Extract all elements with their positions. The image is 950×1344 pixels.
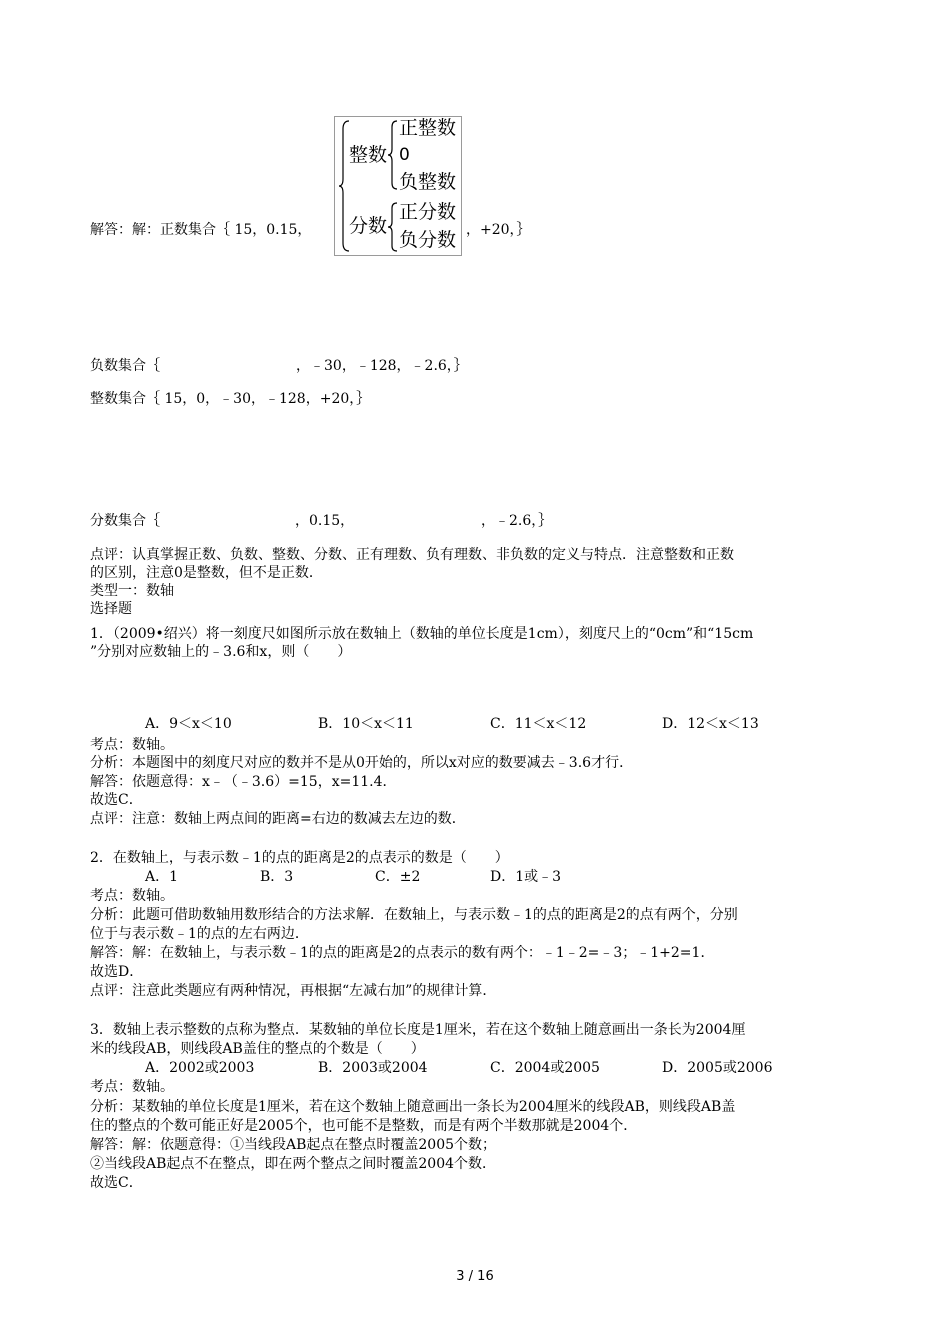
q2-choose: 故选D． — [90, 964, 144, 980]
q2-option-b: B．3 — [260, 869, 294, 885]
q2-option-d: D．1或﹣3 — [490, 869, 562, 885]
negative-integer-label: 负整数 — [399, 171, 457, 193]
q1-comment: 点评：注意：数轴上两点间的距离=右边的数减去左边的数． — [90, 811, 466, 827]
q2-solution: 解答：解：在数轴上，与表示数﹣1的点的距离是2的点表示的数有两个：﹣1﹣2=﹣3；﹣1+2=1． — [90, 945, 715, 961]
section-type: 类型一：数轴 — [90, 583, 174, 599]
fraction-set-mid: ，0.15， — [295, 513, 355, 529]
q1-line2: ”分别对应数轴上的﹣3.6和x，则（ ） — [90, 644, 352, 660]
q1-option-d: D．12＜x＜13 — [662, 716, 759, 732]
q3-option-d: D．2005或2006 — [662, 1060, 773, 1076]
q1-option-a: A．9＜x＜10 — [145, 716, 232, 732]
q2-analysis-line2: 位于与表示数﹣1的点的左右两边． — [90, 926, 309, 942]
q2-analysis-line1: 分析：此题可借助数轴用数形结合的方法求解．在数轴上，与表示数﹣1的点的距离是2的点有两个，分别 — [90, 907, 738, 923]
q3-option-b: B．2003或2004 — [318, 1060, 428, 1076]
q1-choose: 故选C． — [90, 792, 143, 808]
fraction-label: 分数 — [349, 215, 388, 237]
q1-options — [0, 715, 950, 733]
comment0-line2: 的区别，注意0是整数，但不是正数． — [90, 565, 323, 581]
q3-line2: 米的线段AB，则线段AB盖住的整点的个数是（ ） — [90, 1041, 425, 1057]
fraction-set-label: 分数集合｛ — [90, 513, 160, 529]
positive-fraction-label: 正分数 — [399, 201, 457, 223]
fraction-brace-icon — [387, 201, 399, 253]
section-choice: 选择题 — [90, 601, 132, 617]
answer-positive-prefix: 解答：解：正数集合｛ 15，0.15， — [90, 222, 312, 238]
q2-option-a: A．1 — [145, 869, 179, 885]
negative-set-label: 负数集合｛ — [90, 358, 160, 374]
q3-choose: 故选C． — [90, 1175, 143, 1191]
q3-line1: 3．数轴上表示整数的点称为整点．某数轴的单位长度是1厘米，若在这个数轴上随意画出一条长为2004厘 — [90, 1022, 746, 1038]
negative-set-values: ，﹣30，﹣128，﹣2.6，｝ — [296, 358, 468, 374]
q3-analysis-line2: 住的整点的个数可能正好是2005个，也可能不是整数，而是有两个半数那就是2004个． — [90, 1118, 638, 1134]
q1-line1: 1．（2009•绍兴）将一刻度尺如图所示放在数轴上（数轴的单位长度是1cm），刻度尺上的“0cm”和“15cm — [90, 626, 754, 642]
fraction-set-end: ，﹣2.6，｝ — [481, 513, 553, 529]
q1-option-c: C．11＜x＜12 — [490, 716, 587, 732]
number-classification-diagram — [334, 116, 462, 256]
q2-line1: 2．在数轴上，与表示数﹣1的点的距离是2的点表示的数是（ ） — [90, 850, 509, 866]
q2-comment: 点评：注意此类题应有两种情况，再根据“左减右加”的规律计算． — [90, 983, 497, 999]
positive-integer-label: 正整数 — [399, 117, 457, 139]
q3-option-c: C．2004或2005 — [490, 1060, 600, 1076]
q1-solution: 解答：依题意得：x﹣（﹣3.6）=15，x=11.4． — [90, 774, 397, 790]
q3-solution-line1: 解答：解：依题意得：①当线段AB起点在整点时覆盖2005个数； — [90, 1137, 497, 1153]
integer-brace-icon — [387, 119, 399, 191]
integer-set: 整数集合｛ 15，0，﹣30，﹣128，+20，｝ — [90, 391, 371, 407]
page-number: 3 / 16 — [456, 1269, 494, 1284]
q2-point: 考点：数轴。 — [90, 888, 174, 904]
q3-option-a: A．2002或2003 — [145, 1060, 255, 1076]
comment0-line1: 点评：认真掌握正数、负数、整数、分数、正有理数、负有理数、非负数的定义与特点．注意整数和正数 — [90, 547, 734, 563]
negative-fraction-label: 负分数 — [399, 229, 457, 251]
q3-point: 考点：数轴。 — [90, 1079, 174, 1095]
q2-options — [0, 868, 950, 886]
q3-analysis-line1: 分析：某数轴的单位长度是1厘米，若在这个数轴上随意画出一条长为2004厘米的线段AB，则线段AB盖 — [90, 1099, 736, 1115]
q3-options — [0, 1059, 950, 1077]
q2-option-c: C．±2 — [375, 869, 421, 885]
zero-label: 0 — [399, 145, 410, 165]
q1-point: 考点：数轴。 — [90, 737, 174, 753]
integer-label: 整数 — [349, 144, 388, 166]
answer-positive-suffix: ，+20，｝ — [466, 222, 531, 238]
q3-solution-line2: ②当线段AB起点不在整点，即在两个整点之间时覆盖2004个数． — [90, 1156, 497, 1172]
q1-option-b: B．10＜x＜11 — [318, 716, 414, 732]
q1-analysis: 分析：本题图中的刻度尺对应的数并不是从0开始的，所以x对应的数要减去﹣3.6才行． — [90, 755, 634, 771]
